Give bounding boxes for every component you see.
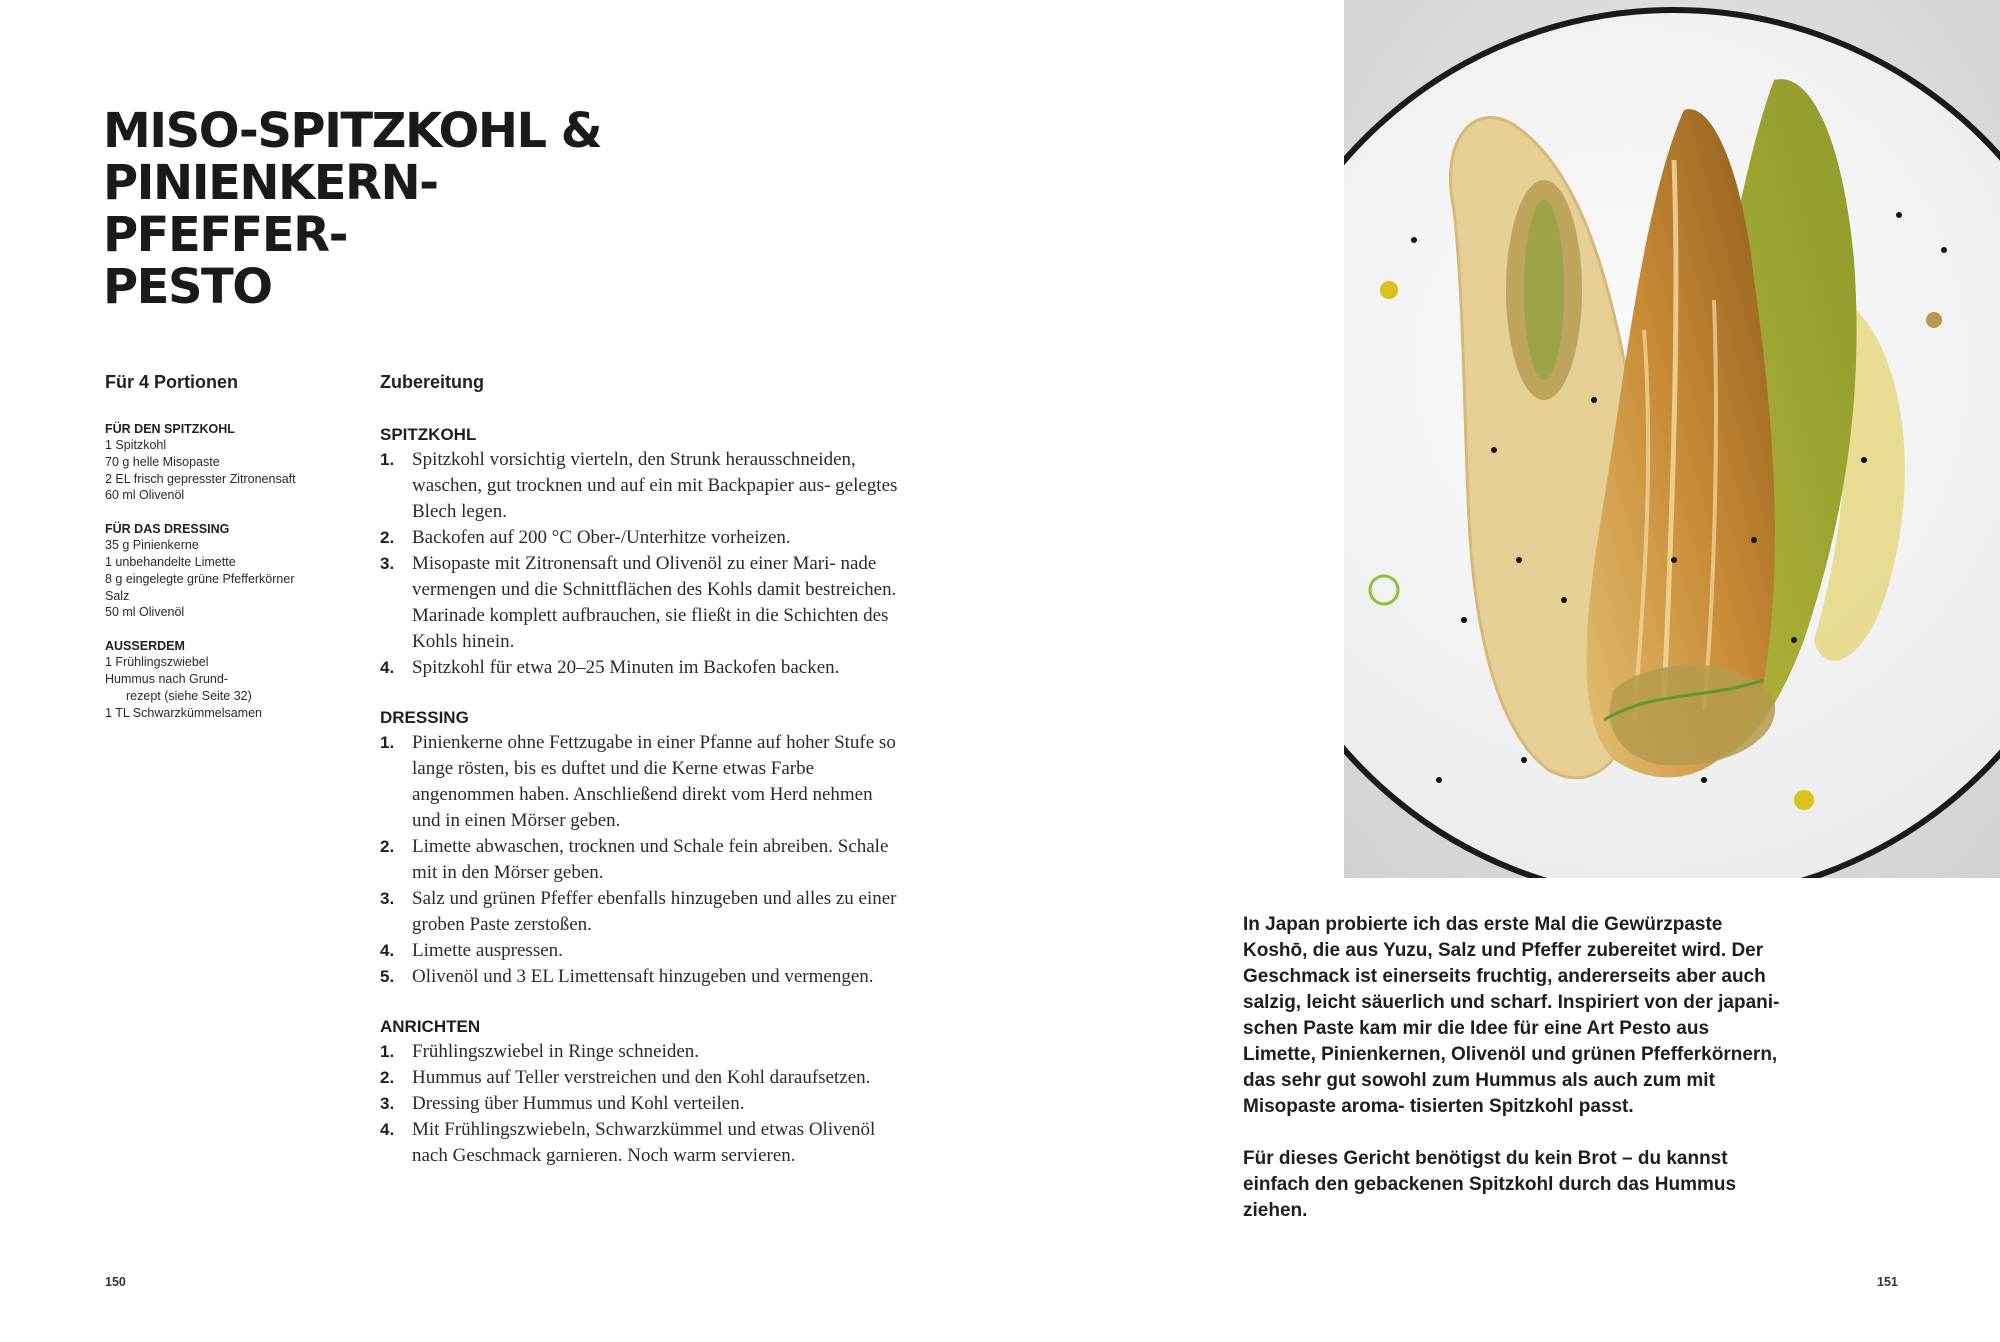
step-text: Hummus auf Teller verstreichen und den Kohl daraufsetzen.: [412, 1067, 871, 1088]
ingredient-group-spitzkohl: [105, 421, 345, 504]
step-item: [380, 964, 900, 990]
ingredient-item: 35 g Pinienkerne: [105, 538, 199, 553]
ingredient-item: 1 TL Schwarzkümmelsamen: [105, 705, 263, 720]
step-item: [380, 655, 900, 681]
step-number: 3.: [380, 889, 395, 908]
ingredient-list: [105, 421, 345, 738]
preparation-heading: Zubereitung: [380, 372, 484, 392]
step-text: Limette auspressen.: [412, 940, 563, 961]
step-item: [380, 730, 900, 834]
oil-drop: [1926, 312, 1942, 328]
dish-photo: [1344, 0, 2000, 878]
step-number: 3.: [380, 1094, 395, 1113]
step-text: Backofen auf 200 °C Ober-/Unterhitze vorheizen.: [412, 527, 791, 548]
intro-text: [1243, 912, 1783, 1250]
step-text: Spitzkohl vorsichtig vierteln, den Strunk herausschneiden, waschen, gut trocknen und auf ein mit Backpapier aus- gelegtes Blech legen.: [412, 449, 898, 522]
lime-zest: [1524, 200, 1564, 380]
ingredient-item: 1 Spitzkohl: [105, 438, 167, 452]
intro-paragraph: Für dieses Gericht benötigst du kein Brot – du kannst einfach den gebackenen Spitzkohl durch das Hummus ziehen.: [1243, 1148, 1737, 1221]
step-item: [380, 1091, 900, 1117]
ingredient-group-dressing: [105, 521, 345, 621]
step-number: 1.: [380, 733, 395, 752]
step-item: [380, 834, 900, 886]
step-section-anrichten: [380, 1016, 900, 1169]
step-number: 4.: [380, 941, 395, 960]
step-text: Mit Frühlingszwiebeln, Schwarzkümmel und etwas Olivenöl nach Geschmack garnieren. Noch warm servieren.: [412, 1119, 876, 1166]
recipe-title: [103, 105, 663, 313]
ingredient-item: rezept (siehe Seite 32): [126, 688, 252, 703]
ingredient-item: Hummus nach Grund-: [105, 671, 228, 686]
ingredient-group-heading: FÜR DEN SPITZKOHL: [105, 422, 235, 436]
oil-drop: [1794, 790, 1814, 810]
step-item: [380, 1065, 900, 1091]
step-text: Limette abwaschen, trocknen und Schale fein abreiben. Schale mit in den Mörser geben.: [412, 836, 889, 883]
step-number: 4.: [380, 1120, 395, 1139]
title-line: MISO-SPITZKOHL &: [103, 103, 602, 159]
page-number-left: 150: [105, 1275, 126, 1289]
step-number: 5.: [380, 967, 395, 986]
ingredient-item: Salz: [105, 588, 130, 603]
preparation-steps: [380, 424, 900, 1195]
ingredient-item: 1 unbehandelte Limette: [105, 554, 236, 569]
step-section-spitzkohl: [380, 424, 900, 681]
intro-paragraph: In Japan probierte ich das erste Mal die Gewürzpaste Koshō, die aus Yuzu, Salz und Pfeffer zubereitet wird. Der Geschmack ist einerseits fruchtig, andererseits aber auch salzig, leicht säuerlich und scharf. Inspiriert von der japani- schen Paste kam mir die Idee für eine Art Pesto aus Limette, Pinienkernen, Olivenöl und grünen Pfefferkörnern, das sehr gut sowohl zum Hummus als auch zum mit Misopaste aroma- tisierten Spitzkohl passt.: [1243, 914, 1780, 1117]
step-text: Misopaste mit Zitronensaft und Olivenöl zu einer Mari- nade vermengen und die Schnittflächen des Kohls damit bestreichen. Marinade komplett aufbrauchen, sie fließt in die Schichten des Kohls hinein.: [412, 553, 897, 652]
ingredient-group-ausserdem: [105, 638, 345, 721]
step-text: Olivenöl und 3 EL Limettensaft hinzugeben und vermengen.: [412, 966, 874, 987]
step-item: [380, 886, 900, 938]
step-text: Dressing über Hummus und Kohl verteilen.: [412, 1093, 745, 1114]
step-number: 3.: [380, 554, 395, 573]
page-number-right: 151: [1877, 1275, 1898, 1289]
ingredient-group-heading: FÜR DAS DRESSING: [105, 522, 230, 537]
step-section-heading: SPITZKOHL: [380, 425, 477, 444]
servings-label: Für 4 Portionen: [105, 372, 239, 392]
ingredient-item: 50 ml Olivenöl: [105, 605, 185, 620]
ingredient-group-heading: AUSSERDEM: [105, 639, 185, 654]
title-line: PINIENKERN-PFEFFER-: [103, 155, 438, 263]
step-item: [380, 447, 900, 525]
ingredient-item: 2 EL frisch gepresster Zitronensaft: [105, 471, 296, 486]
ingredient-item: 60 ml Olivenöl: [105, 488, 185, 503]
step-text: Frühlingszwiebel in Ringe schneiden.: [412, 1041, 700, 1062]
step-number: 1.: [380, 450, 395, 469]
step-section-heading: DRESSING: [380, 708, 469, 727]
step-number: 2.: [380, 528, 395, 547]
step-item: [380, 1117, 900, 1169]
step-section-heading: ANRICHTEN: [380, 1017, 481, 1036]
ingredient-item: 8 g eingelegte grüne Pfefferkörner: [105, 571, 295, 586]
step-section-dressing: [380, 707, 900, 990]
step-text: Pinienkerne ohne Fettzugabe in einer Pfanne auf hoher Stufe so lange rösten, bis es duftet und die Kerne etwas Farbe angenommen haben. Anschließend direkt vom Herd nehmen und in einen Mörser geben.: [412, 732, 896, 831]
step-item: [380, 525, 900, 551]
step-item: [380, 551, 900, 655]
title-line: PESTO: [103, 259, 272, 315]
oil-drop: [1380, 281, 1398, 299]
step-number: 2.: [380, 837, 395, 856]
step-item: [380, 938, 900, 964]
step-number: 1.: [380, 1042, 395, 1061]
step-text: Spitzkohl für etwa 20–25 Minuten im Backofen backen.: [412, 657, 840, 678]
step-number: 4.: [380, 658, 395, 677]
step-text: Salz und grünen Pfeffer ebenfalls hinzugeben und alles zu einer groben Paste zerstoßen.: [412, 888, 897, 935]
step-item: [380, 1039, 900, 1065]
ingredient-item: 70 g helle Misopaste: [105, 454, 220, 469]
ingredient-item: 1 Frühlingszwiebel: [105, 655, 209, 670]
step-number: 2.: [380, 1068, 395, 1087]
dish-illustration: [1344, 0, 2000, 878]
